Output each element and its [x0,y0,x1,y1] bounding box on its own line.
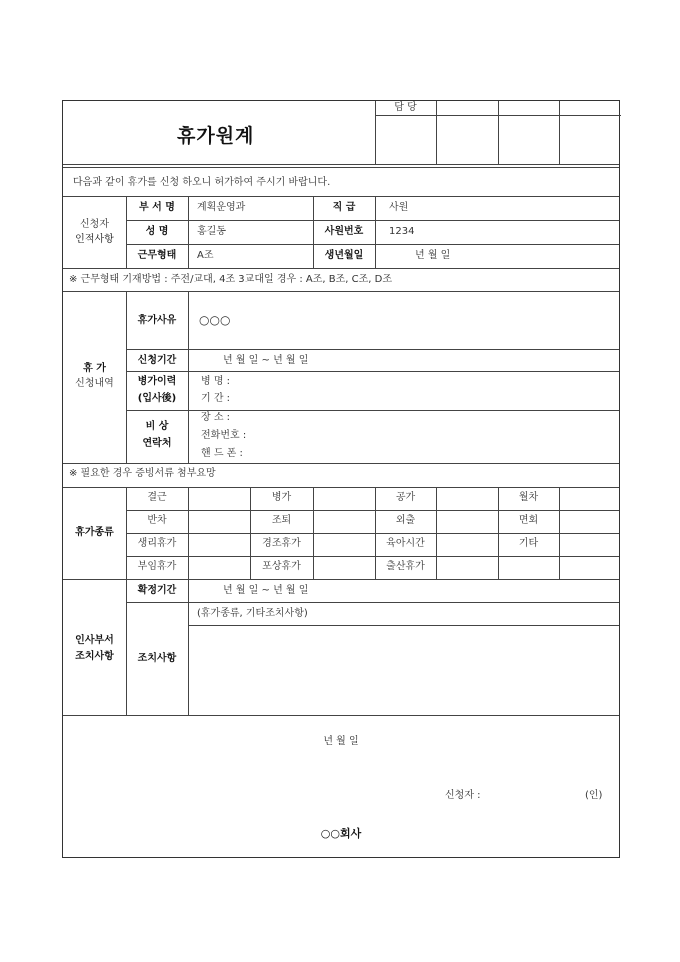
evidence-note: ※ 필요한 경우 증빙서류 첨부요망 [69,468,216,479]
approval-sign-box-4[interactable] [560,116,620,164]
leave-type-absence-check[interactable] [189,488,250,510]
leave-type-reward: 포상휴가 [262,561,301,572]
footer-seal: (인) [585,790,603,801]
emergency-label: 비 상 [145,421,169,432]
emergency-label-2: 연락처 [142,438,172,449]
approval-sign-box-1[interactable] [376,116,436,164]
name-value[interactable]: 홍길동 [197,226,226,237]
leave-type-other: 기타 [518,538,539,549]
emergency-phone[interactable]: 전화번호 : [201,430,247,441]
leave-type-family-event: 경조휴가 [262,538,301,549]
period-value[interactable]: 년 월 일 ~ 년 월 일 [223,355,309,366]
leave-types-label: 휴가종류 [75,527,114,538]
leave-type-halfday: 반차 [147,515,167,526]
footer-date[interactable]: 년 월 일 [323,736,359,747]
emergency-mobile[interactable]: 핸 드 폰 : [201,448,243,459]
military-disease[interactable]: 병 명 : [201,376,231,387]
dept-label: 부 서 명 [139,202,175,213]
hr-section-label: 인사부서 [75,635,114,646]
leave-section-label-2: 신청내역 [75,378,114,389]
approval-sign-box-3[interactable] [499,116,559,164]
leave-application-form [62,100,620,858]
action-input-area[interactable] [189,626,619,715]
confirm-value[interactable]: 년 월 일 ~ 년 월 일 [223,585,309,596]
leave-section-label: 휴 가 [83,363,106,374]
intro-text: 다음과 같이 휴가를 신청 하오니 허가하여 주시기 바랍니다. [73,177,331,188]
applicant-section-label-2: 인적사항 [75,234,114,245]
reason-label: 휴가사유 [137,315,177,326]
leave-type-menstrual: 생리휴가 [137,538,177,549]
birth-value[interactable]: 년 월 일 [415,250,451,261]
leave-type-official-check[interactable] [437,488,498,510]
birth-label: 생년월일 [324,250,364,261]
leave-type-visit: 면회 [518,515,539,526]
hr-section-label-2: 조치사항 [75,651,114,662]
empno-label: 사원번호 [324,226,364,237]
leave-type-relocation: 부임휴가 [137,561,177,572]
name-label: 성 명 [145,226,169,237]
leave-type-absence: 결근 [147,492,167,503]
military-label: 병가이력 [137,376,177,387]
leave-type-monthly-check[interactable] [560,488,619,510]
worktype-value[interactable]: A조 [197,250,214,261]
action-note: (휴가종류, 기타조치사항) [197,608,308,619]
military-label-2: (입사後) [137,393,177,404]
leave-type-maternity: 출산휴가 [386,561,425,572]
leave-type-sick-check[interactable] [314,488,375,510]
leave-type-outing: 외출 [395,515,416,526]
worktype-label: 근무형태 [137,250,177,261]
approval-label: 담 당 [394,102,417,113]
military-period[interactable]: 기 간 : [201,393,231,404]
leave-type-monthly: 월차 [518,492,539,503]
empno-value[interactable]: 1234 [389,226,415,237]
period-label: 신청기간 [137,355,177,366]
footer-applicant-label: 신청자 : [445,790,481,801]
emergency-place[interactable]: 장 소 : [201,412,231,423]
dept-value[interactable]: 계획운영과 [197,202,246,213]
worktype-note: ※ 근무형태 기재방법 : 주전/교대, 4조 3교대일 경우 : A조, B조, C조, D조 [69,274,392,285]
leave-type-childcare: 육아시간 [386,538,425,549]
rank-value[interactable]: 사원 [389,202,409,213]
form-title: 휴가원계 [177,125,255,147]
footer-company: ○○회사 [320,827,362,840]
footer-applicant-name[interactable] [491,787,581,805]
approval-sign-box-2[interactable] [437,116,498,164]
leave-type-early: 조퇴 [271,515,292,526]
applicant-section-label: 신청자 [80,219,109,230]
rank-label: 직 급 [332,202,356,213]
leave-type-official: 공가 [395,492,416,503]
confirm-label: 확정기간 [137,585,177,596]
action-label: 조치사항 [137,653,177,664]
leave-type-sick: 병가 [271,492,292,503]
reason-value[interactable]: ○○○ [199,313,231,327]
